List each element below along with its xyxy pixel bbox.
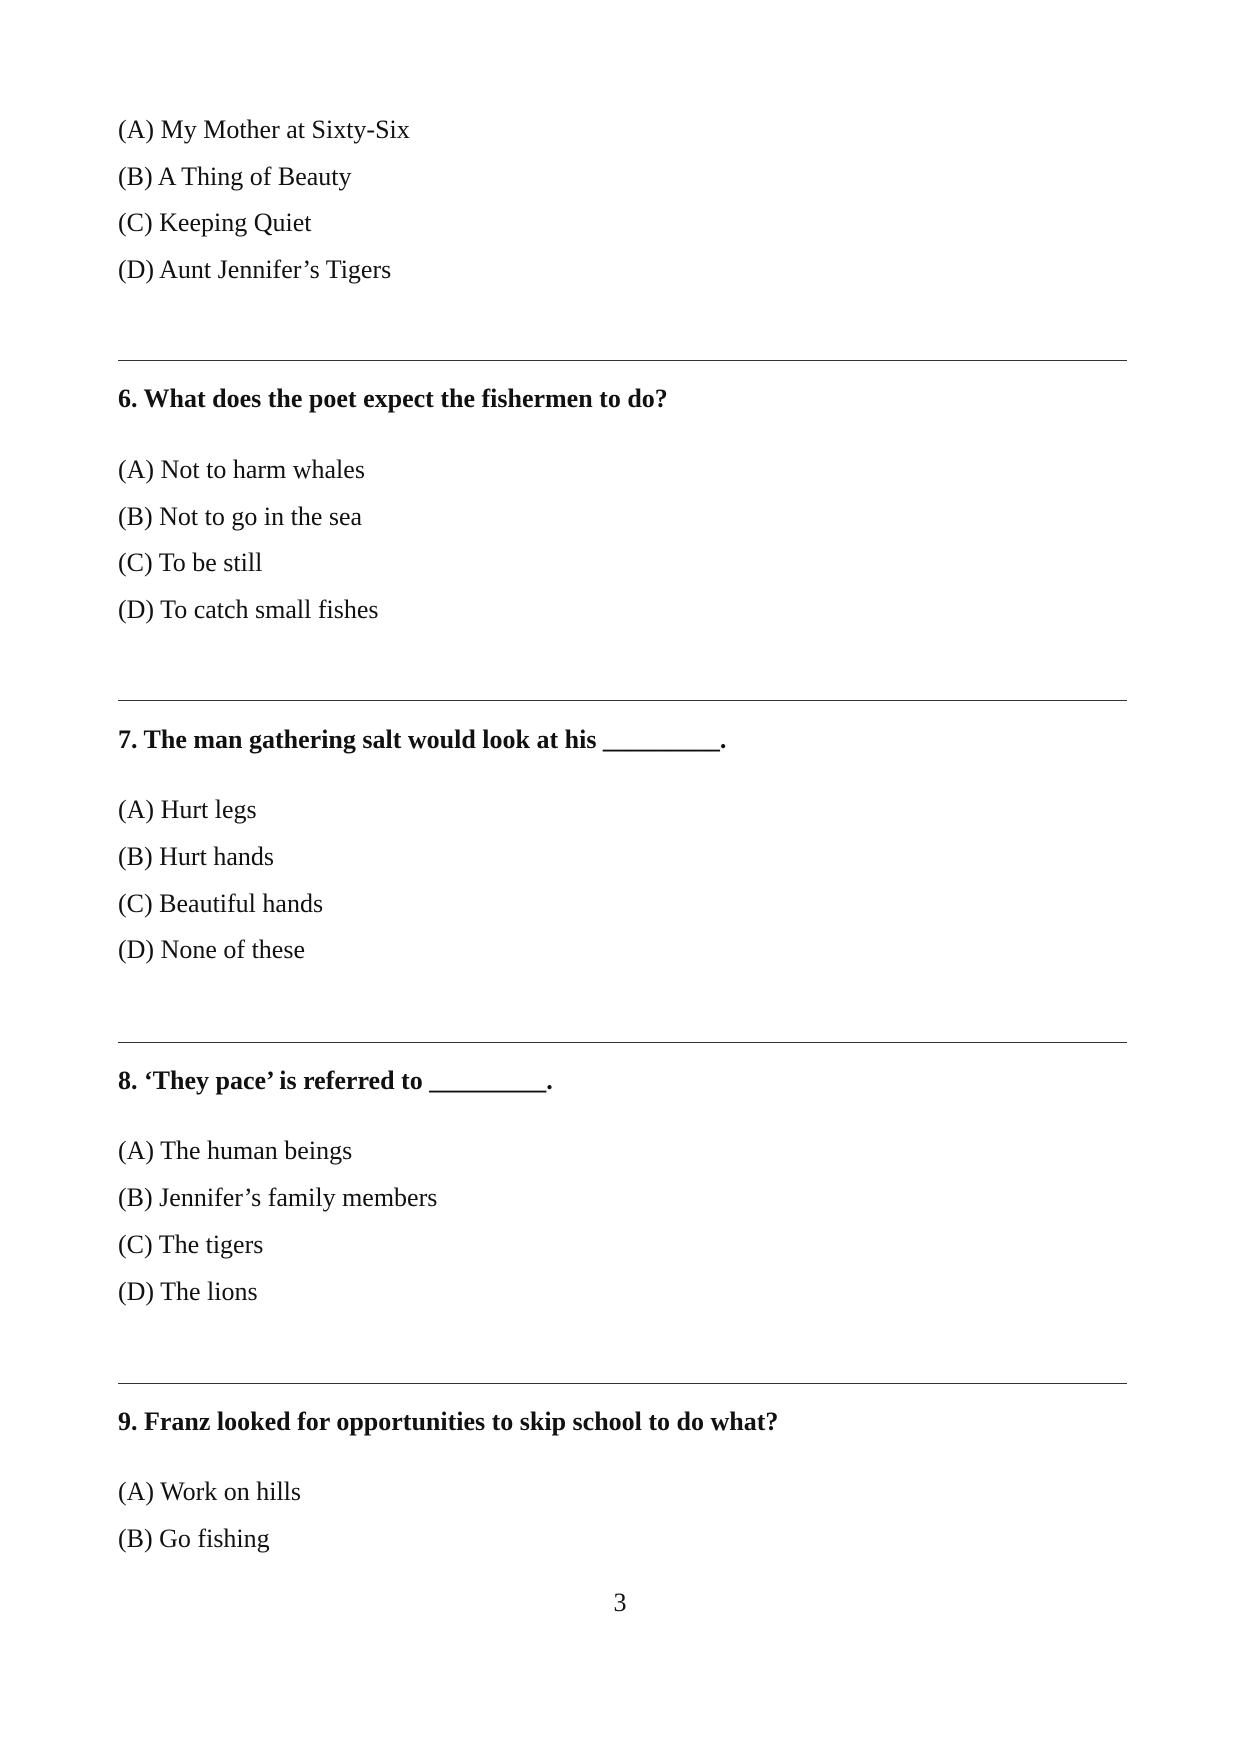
option-9b: (B) Go fishing (118, 1524, 270, 1553)
option-6a: (A) Not to harm whales (118, 455, 365, 484)
divider (118, 360, 1127, 361)
divider (118, 700, 1127, 701)
option-6b: (B) Not to go in the sea (118, 502, 363, 531)
option-8d: (D) The lions (118, 1277, 258, 1306)
divider (118, 1383, 1127, 1384)
option-5a: (A) My Mother at Sixty-Six (118, 115, 410, 144)
option-8a: (A) The human beings (118, 1136, 353, 1165)
option-5b: (B) A Thing of Beauty (118, 162, 352, 191)
option-8b: (B) Jennifer’s family members (118, 1183, 438, 1212)
option-7c: (C) Beautiful hands (118, 889, 324, 918)
page-number: 3 (613, 1588, 627, 1617)
option-5d: (D) Aunt Jennifer’s Tigers (118, 255, 392, 284)
option-6d: (D) To catch small fishes (118, 595, 379, 624)
divider (118, 1042, 1127, 1043)
option-5c: (C) Keeping Quiet (118, 208, 312, 237)
option-7d: (D) None of these (118, 935, 305, 964)
question-6: 6. What does the poet expect the fishermen to do? (118, 384, 668, 413)
option-9a: (A) Work on hills (118, 1477, 302, 1506)
option-6c: (C) To be still (118, 548, 263, 577)
option-7a: (A) Hurt legs (118, 795, 257, 824)
question-8: 8. ‘They pace’ is referred to _________. (118, 1066, 553, 1095)
option-8c: (C) The tigers (118, 1230, 264, 1259)
option-7b: (B) Hurt hands (118, 842, 274, 871)
question-7: 7. The man gathering salt would look at his _________. (118, 725, 727, 754)
question-9: 9. Franz looked for opportunities to skip school to do what? (118, 1407, 779, 1436)
